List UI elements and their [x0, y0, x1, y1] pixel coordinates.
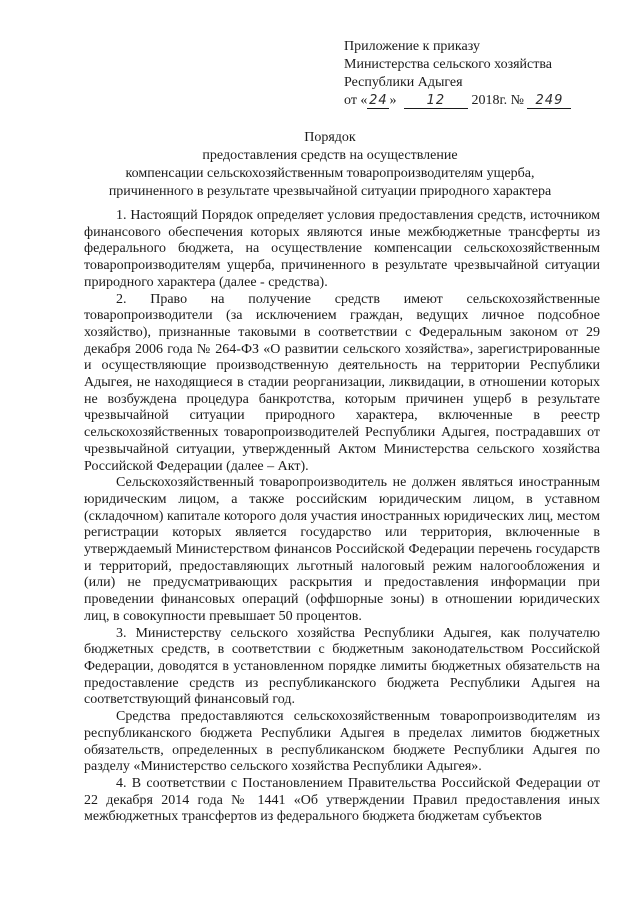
paragraph-4: 4. В соответствии с Постановлением Правительства Российской Федерации от 22 декабря 2014 года № 1441 «Об утверждении Правил предоставления иных межбюджетных трансфертов из федерального бюджета бюджетам субъектов	[84, 775, 600, 825]
stamp-line-2: Министерства сельского хозяйства	[344, 57, 553, 72]
paragraph-2-cont: Сельскохозяйственный товаропроизводитель не должен являться иностранным юридическим лицом, а также российским юридическим лицом, в уставном (складочном) капитале которого доля участия иностранных юридических лиц, местом регистрации которых является государство или территория, включенные в утверждаемый Министерством финансов Российской Федерации перечень государств и территорий, предоставляющих льготный налоговый режим налогообложения и (или) не предусматривающих раскрытия и предоставления информации при проведении финансовых операций (оффшорные зоны) в отношении юридических лиц, в совокупности превышает 50 процентов.	[84, 475, 600, 624]
document-title	[60, 129, 600, 201]
date-prefix: от «	[344, 93, 368, 108]
title-line-3: причиненного в результате чрезвычайной ситуации природного характера	[108, 184, 552, 199]
stamp-line-3: Республики Адыгея	[344, 75, 463, 90]
title-heading: Порядок	[304, 130, 356, 145]
approval-stamp	[344, 38, 604, 110]
document-body	[84, 208, 600, 826]
title-line-1: предоставления средств на осуществление	[202, 148, 458, 163]
paragraph-2: 2. Право на получение средств имеют сельскохозяйственные товаропроизводители (за исключением граждан, ведущих личное подсобное хозяйство), признанные таковыми в соответствии с Федеральным законом от 29 декабря 2006 года № 264-ФЗ «О развитии сельского хозяйства», зарегистрированные и осуществляющие производственную деятельность на территории Республики Адыгея, не находящиеся в стадии реорганизации, ликвидации, в отношении которых не возбуждена процедура банкротства, которым причинен ущерб в результате чрезвычайной ситуации природного характера, включенные в реестр сельскохозяйственных товаропроизводителей Республики Адыгея, пострадавших от чрезвычайной ситуации, утвержденный Актом Министерства сельского хозяйства Российской Федерации (далее – Акт).	[84, 291, 600, 474]
paragraph-3-cont: Средства предоставляются сельскохозяйственным товаропроизводителям из республиканского бюджета Республики Адыгея в пределах лимитов бюджетных обязательств, определенных в республиканском бюджете Республики Адыгея по разделу «Министерство сельского хозяйства Республики Адыгея».	[84, 709, 600, 775]
paragraph-1: 1. Настоящий Порядок определяет условия предоставления средств, источником финансового обеспечения которых являются иные межбюджетные трансферты из федерального бюджета, на осуществление компенсации сельскохозяйственным товаропроизводителям ущерба, причиненного в результате чрезвычайной ситуации природного характера (далее - средства).	[84, 208, 600, 290]
year-part: 2018г. №	[471, 93, 524, 108]
handwritten-number: 249	[527, 94, 571, 109]
paragraph-3: 3. Министерству сельского хозяйства Республики Адыгея, как получателю бюджетных средств, в соответствии с бюджетным законодательством Российской Федерации, доводятся в установленном порядке лимиты бюджетных обязательств на предоставление средств из республиканского бюджета Республики Адыгея на соответствующий финансовый год.	[84, 625, 600, 708]
date-separator: »	[389, 93, 397, 108]
stamp-date-line	[344, 92, 604, 110]
stamp-line-1: Приложение к приказу	[344, 39, 480, 54]
title-line-2: компенсации сельскохозяйственным товаропроизводителям ущерба,	[125, 166, 535, 181]
handwritten-day: 24	[369, 93, 388, 108]
handwritten-month: 12	[404, 94, 468, 109]
